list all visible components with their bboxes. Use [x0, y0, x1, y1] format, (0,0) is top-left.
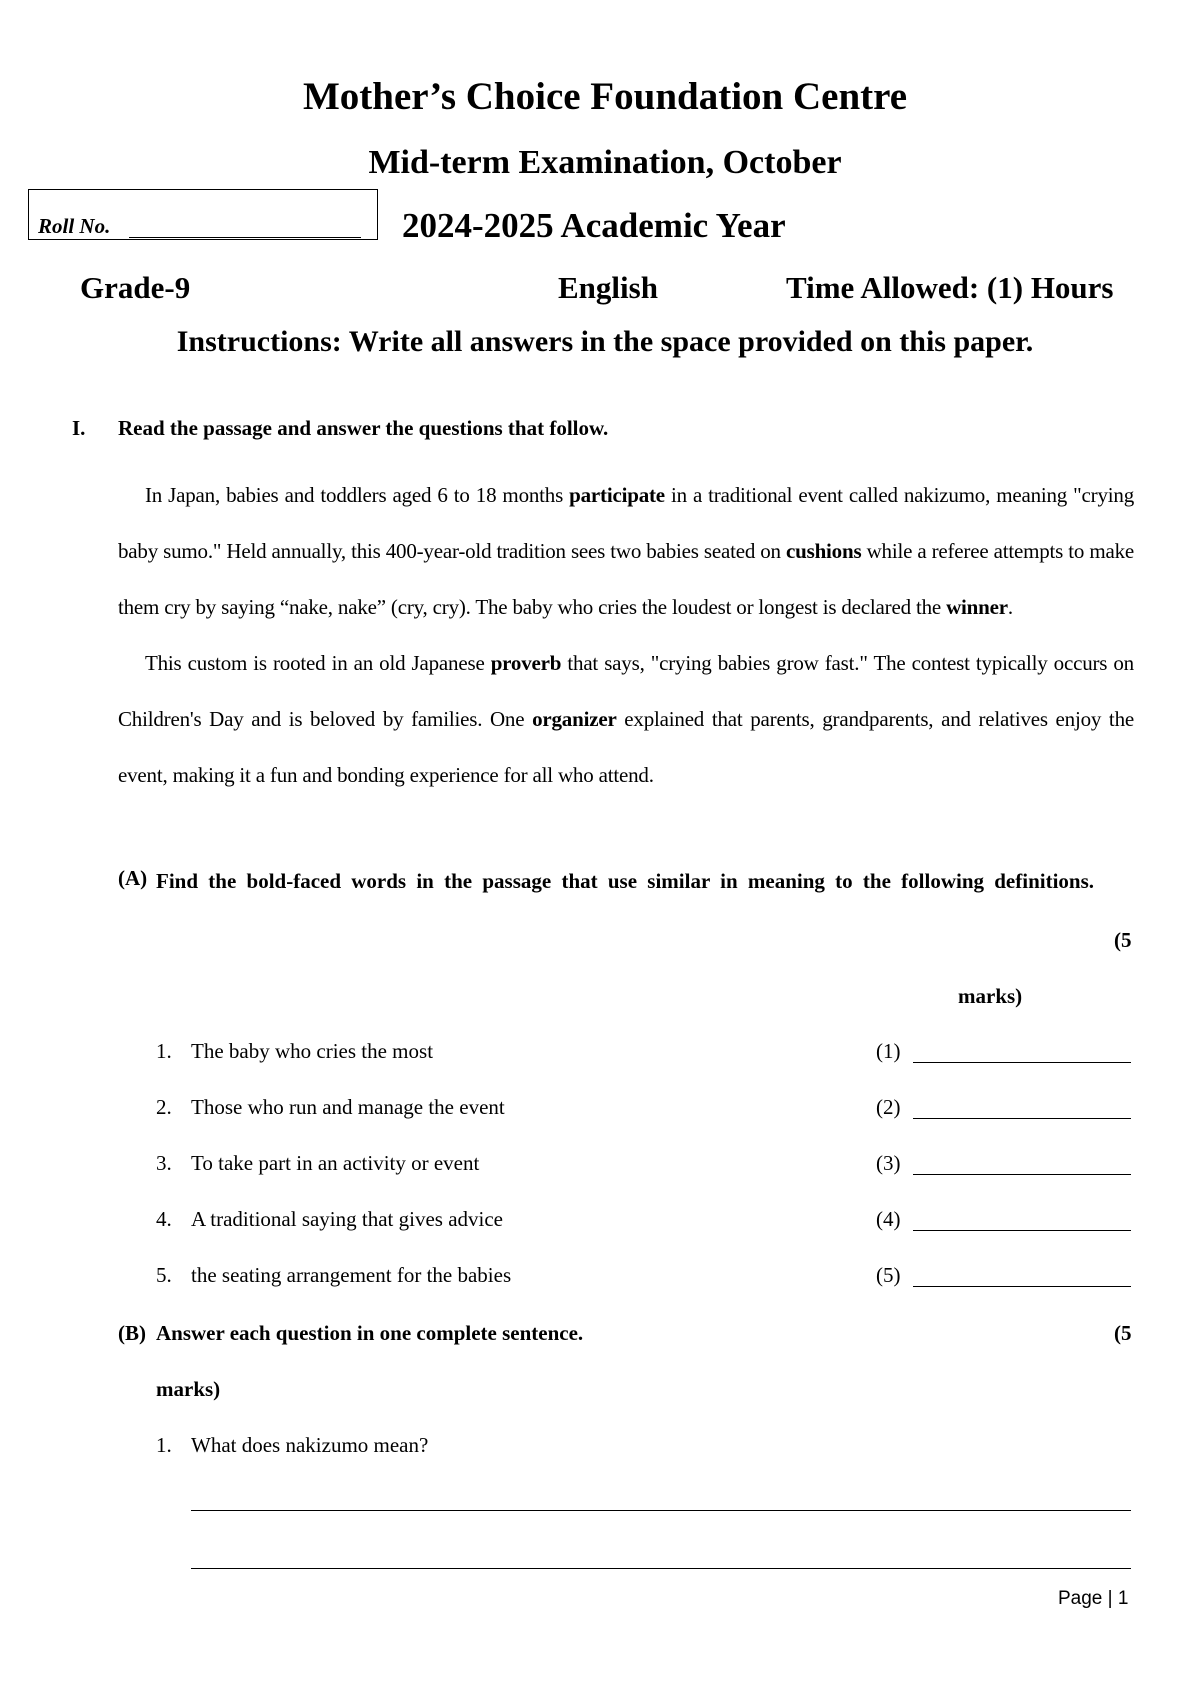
passage-text: . [1007, 595, 1013, 619]
answer-line[interactable] [191, 1510, 1131, 1511]
passage-text: while a referee attempts to make them cry by saying “nake, nake” (cry, cry). The baby who cries the loudest or longest is declared the [118, 539, 1134, 619]
school-name: Mother’s Choice Foundation Centre [302, 75, 908, 118]
part-a-marks: (5 [1114, 928, 1132, 952]
part-b-marks: marks) [156, 1377, 221, 1401]
bold-word: cushions [786, 539, 862, 563]
passage-text: in a traditional event called nakizumo, meaning "crying baby sumo." Held annually, this 400-year-old tradition sees two babies seated on [118, 483, 1134, 563]
part-b-marks: (5 [1114, 1321, 1132, 1345]
answer-blank[interactable] [913, 1062, 1131, 1063]
answer-line[interactable] [191, 1568, 1131, 1569]
passage-paragraph [118, 635, 1134, 803]
section-number: I. [72, 416, 86, 440]
answer-blank[interactable] [913, 1286, 1131, 1287]
question-text: The baby who cries the most [191, 1039, 434, 1063]
answer-number: (3) [876, 1151, 901, 1175]
part-b-label: (B) [118, 1321, 146, 1345]
reading-passage [118, 467, 1134, 803]
bold-word: participate [569, 483, 665, 507]
list-item [156, 1039, 1132, 1069]
question-number: 1. [156, 1039, 172, 1063]
part-a-marks: marks) [958, 984, 1023, 1008]
list-item [156, 1263, 1132, 1293]
roll-number-field[interactable] [129, 237, 361, 238]
question-number: 4. [156, 1207, 172, 1231]
question-text: What does nakizumo mean? [191, 1433, 429, 1457]
passage-text: that says, "crying babies grow fast." The contest typically occurs on Children's Day and is beloved by families. One [118, 651, 1134, 731]
question-number: 2. [156, 1095, 172, 1119]
part-a-label: (A) [118, 866, 148, 890]
academic-year: 2024-2025 Academic Year [402, 206, 786, 245]
question-text: A traditional saying that gives advice [191, 1207, 504, 1231]
subject-label: English [558, 270, 658, 305]
instructions: Instructions: Write all answers in the space provided on this paper. [176, 325, 1034, 358]
page-number: Page | 1 [1058, 1588, 1129, 1609]
roll-number-label: Roll No. [38, 214, 111, 238]
question-text: To take part in an activity or event [191, 1151, 480, 1175]
question-text: the seating arrangement for the babies [191, 1263, 512, 1287]
answer-number: (1) [876, 1039, 901, 1063]
passage-text: In Japan, babies and toddlers aged 6 to 18 months [145, 483, 570, 507]
list-item [156, 1207, 1132, 1237]
grade-label: Grade-9 [80, 270, 191, 305]
exam-title: Mid-term Examination, October [368, 144, 842, 181]
section-title: Read the passage and answer the questions that follow. [118, 416, 609, 440]
question-number: 3. [156, 1151, 172, 1175]
question-number: 5. [156, 1263, 172, 1287]
answer-number: (4) [876, 1207, 901, 1231]
part-a-instruction: Find the bold-faced words in the passage that use similar in meaning to the following definitions. [156, 869, 1095, 893]
answer-number: (2) [876, 1095, 901, 1119]
list-item [156, 1433, 1132, 1463]
passage-text: explained that parents, grandparents, and relatives enjoy the event, making it a fun and bonding experience for all who attend. [118, 707, 1134, 787]
answer-number: (5) [876, 1263, 901, 1287]
part-b-instruction: Answer each question in one complete sentence. [156, 1321, 584, 1345]
list-item [156, 1095, 1132, 1125]
answer-blank[interactable] [913, 1230, 1131, 1231]
question-text: Those who run and manage the event [191, 1095, 505, 1119]
bold-word: winner [946, 595, 1008, 619]
time-allowed: Time Allowed: (1) Hours [786, 270, 1114, 305]
bold-word: proverb [490, 651, 562, 675]
answer-blank[interactable] [913, 1174, 1131, 1175]
list-item [156, 1151, 1132, 1181]
bold-word: organizer [532, 707, 617, 731]
answer-blank[interactable] [913, 1118, 1131, 1119]
passage-paragraph [118, 467, 1134, 635]
question-number: 1. [156, 1433, 172, 1457]
passage-text: This custom is rooted in an old Japanese [145, 651, 491, 675]
